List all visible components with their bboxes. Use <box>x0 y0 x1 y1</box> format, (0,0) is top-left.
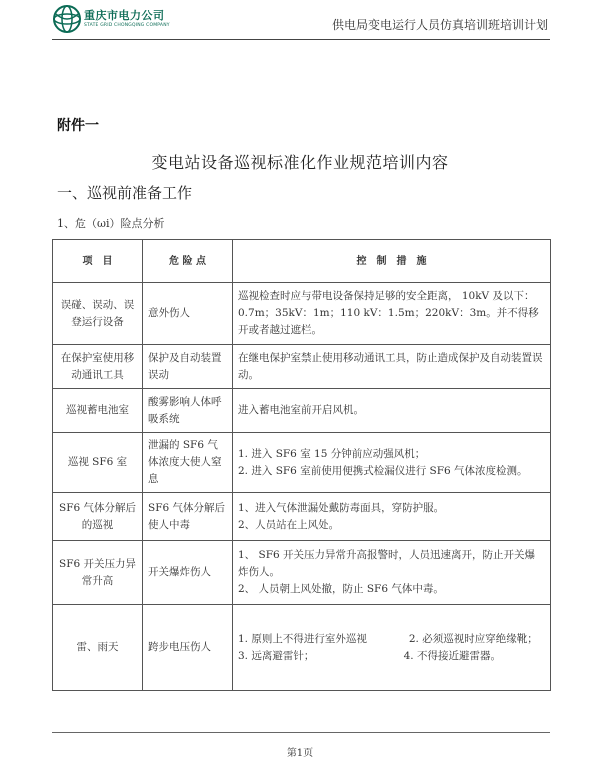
header-divider <box>52 39 550 40</box>
table-row <box>53 283 551 345</box>
page-number: 第1页 <box>286 748 314 759</box>
row-hazard: 开关爆炸伤人 <box>143 541 233 605</box>
row-item: 巡视 SF6 室 <box>53 433 143 493</box>
row-measures: 1、进入气体泄漏处戴防毒面具，穿防护服。 2、人员站在上风处。 <box>233 493 551 541</box>
logo-english-name: STATE GRID CHONGQING COMPANY <box>84 23 170 28</box>
attachment-label: 附件一 <box>57 118 99 134</box>
row-item: 在保护室使用移动通讯工具 <box>53 345 143 389</box>
row-hazard: 泄漏的 SF6 气体浓度大使人窒息 <box>143 433 233 493</box>
page-header <box>52 4 552 38</box>
row-hazard: 跨步电压伤人 <box>143 605 233 691</box>
row-item: 巡视蓄电池室 <box>53 389 143 433</box>
row-measures: 巡视检查时应与带电设备保持足够的安全距离， 10kV 及以下：0.7m；35kV：1m；110 kV：1.5m；220kV：3m。并不得移开或者越过遮栏。 <box>233 283 551 345</box>
table-row <box>53 345 551 389</box>
table-row <box>53 389 551 433</box>
row-hazard: 酸雾影响人体呼吸系统 <box>143 389 233 433</box>
header-title: 供电局变电运行人员仿真培训班培训计划 <box>331 18 548 32</box>
row-measures: 进入蓄电池室前开启风机。 <box>233 389 551 433</box>
logo-chinese-name: 重庆市电力公司 <box>84 9 165 22</box>
row-item: 雷、雨天 <box>53 605 143 691</box>
row-item: SF6 气体分解后的巡视 <box>53 493 143 541</box>
row-measures: 1. 进入 SF6 室 15 分钟前应动强风机； 2. 进入 SF6 室前使用便携式检漏仪进行 SF6 气体浓度检测。 <box>233 433 551 493</box>
row-measures: 1、 SF6 开关压力异常升高报警时，人员迅速离开，防止开关爆炸伤人。 2、 人员朝上风处撤，防止 SF6 气体中毒。 <box>233 541 551 605</box>
row-item: 误碰、误动、误登运行设备 <box>53 283 143 345</box>
table-row <box>53 433 551 493</box>
table-row <box>53 493 551 541</box>
row-measures: 1. 原则上不得进行室外巡视 2. 必须巡视时应穿绝缘靴； 3. 远离避雷针； 4. 不得接近避雷器。 <box>233 605 551 691</box>
document-title: 变电站设备巡视标准化作业规范培训内容 <box>151 153 449 172</box>
row-item: SF6 开关压力异常升高 <box>53 541 143 605</box>
row-measures: 在继电保护室禁止使用移动通讯工具，防止造成保护及自动装置误动。 <box>233 345 551 389</box>
row-hazard: 保护及自动装置误动 <box>143 345 233 389</box>
header-hazard: 危 险 点 <box>143 240 233 283</box>
header-measures: 控 制 措 施 <box>233 240 551 283</box>
row-hazard: 意外伤人 <box>143 283 233 345</box>
footer-divider <box>52 732 550 733</box>
state-grid-logo-icon <box>52 4 82 34</box>
header-item: 项 目 <box>53 240 143 283</box>
table-row <box>53 541 551 605</box>
table-row <box>53 605 551 691</box>
section-heading: 一、巡视前准备工作 <box>57 184 193 202</box>
hazard-table <box>52 239 551 691</box>
company-logo <box>52 4 192 36</box>
table-header-row <box>53 240 551 283</box>
row-hazard: SF6 气体分解后使人中毒 <box>143 493 233 541</box>
subsection-heading: 1、危（ωi）险点分析 <box>57 217 165 230</box>
